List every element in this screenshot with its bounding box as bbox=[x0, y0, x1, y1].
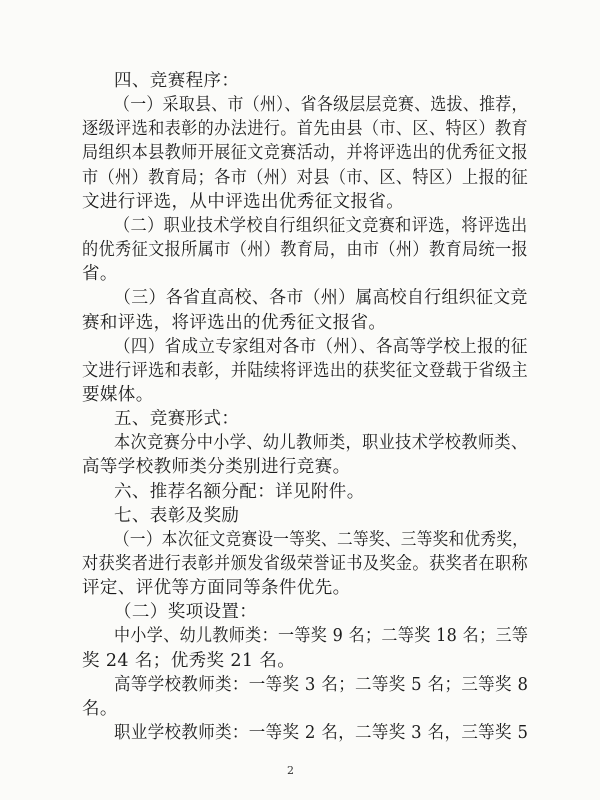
text-line: （二）奖项设置： bbox=[114, 602, 258, 623]
text-line: 局组织本县教师开展征文竞赛活动，并将评选出的优秀征文报 bbox=[82, 143, 529, 164]
text-line: 的优秀征文报所属市（州）教育局，由市（州）教育局统一报 bbox=[82, 240, 529, 260]
text-line: 市（州）教育局；各市（州）对县（市、区、特区）上报的征 bbox=[82, 167, 529, 188]
text-line: 六、推荐名额分配：详见附件。 bbox=[114, 481, 365, 502]
text-line: 文进行评选，从中评选出优秀征文报省。 bbox=[82, 191, 405, 212]
text-line: 职业学校教师类：一等奖 2 名，二等奖 3 名，三等奖 5 bbox=[114, 723, 529, 743]
text-line: 奖 24 名；优秀奖 21 名。 bbox=[82, 650, 296, 671]
text-line: （二）职业技术学校自行组织征文竞赛和评选，将评选出 bbox=[114, 215, 528, 236]
text-line: 省。 bbox=[82, 264, 118, 285]
text-line: 要媒体。 bbox=[82, 384, 154, 405]
text-line: 对获奖者进行表彰并颁发省级荣誉证书及奖金。获奖者在职称 bbox=[82, 554, 529, 574]
text-line: （四）省成立专家组对各市（州）、各高等学校上报的征 bbox=[114, 336, 528, 357]
text-line: 名。 bbox=[82, 698, 118, 719]
text-line: 赛和评选，将评选出的优秀征文报省。 bbox=[82, 312, 387, 333]
text-line: （三）各省直高校、各市（州）属高校自行组织征文竞 bbox=[114, 288, 528, 309]
text-line: 高等学校教师类：一等奖 3 名；二等奖 5 名；三等奖 8 bbox=[114, 674, 529, 695]
text-line: 逐级评选和表彰的办法进行。首先由县（市、区、特区）教育 bbox=[82, 119, 529, 140]
text-line: 本次竞赛分中小学、幼儿教师类，职业技术学校教师类、 bbox=[114, 433, 528, 454]
text-line: 中小学、幼儿教师类：一等奖 9 名；二等奖 18 名；三等 bbox=[114, 626, 529, 647]
text-line: （一）本次征文竞赛设一等奖、二等奖、三等奖和优秀奖， bbox=[114, 529, 529, 550]
text-line: 七、表彰及奖励 bbox=[114, 505, 240, 526]
text-line: 五、竞赛形式： bbox=[114, 409, 240, 430]
page-number: 2 bbox=[287, 764, 294, 777]
text-line: 文进行评选和表彰，并陆续将评选出的获奖征文登载于省级主 bbox=[82, 360, 529, 381]
text-line: 高等学校教师类分类别进行竞赛。 bbox=[82, 457, 351, 478]
text-line: 四、竞赛程序： bbox=[114, 71, 240, 91]
text-line: （一）采取县、市（州）、省各级层层竞赛、选拔、推荐， bbox=[114, 95, 528, 116]
text-line: 评定、评优等方面同等条件优先。 bbox=[82, 578, 351, 599]
